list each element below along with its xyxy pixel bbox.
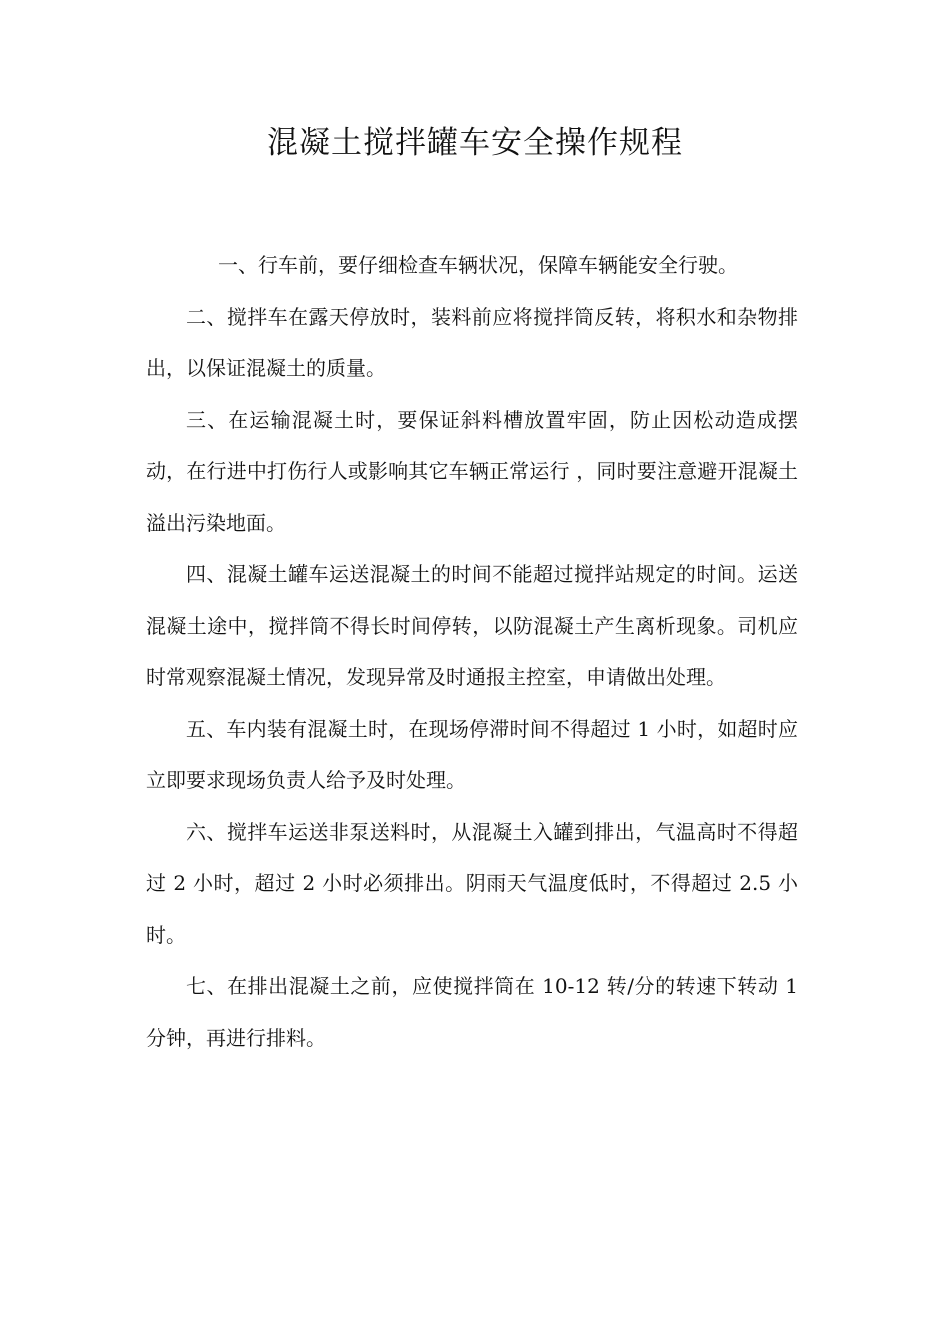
document-body xyxy=(146,240,798,1064)
paragraph-4: 四、混凝土罐车运送混凝土的时间不能超过搅拌站规定的时间。运送混凝土途中，搅拌筒不得长时间停转，以防混凝土产生离析现象。司机应时常观察混凝土情况，发现异常及时通报主控室，申请做出处理。 xyxy=(146,562,798,689)
document-title: 混凝土搅拌罐车安全操作规程 xyxy=(267,125,683,161)
paragraph-3: 三、在运输混凝土时，要保证斜料槽放置牢固，防止因松动造成摆动，在行进中打伤行人或影响其它车辆正常运行 ，同时要注意避开混凝土溢出污染地面。 xyxy=(146,407,798,535)
paragraph-2: 二、搅拌车在露天停放时，装料前应将搅拌筒反转，将积水和杂物排出，以保证混凝土的质量。 xyxy=(146,304,798,380)
paragraph-6: 六、搅拌车运送非泵送料时，从混凝土入罐到排出，气温高时不得超过 2 小时，超过 2 小时必须排出。阴雨天气温度低时，不得超过 2.5 小时。 xyxy=(146,819,798,947)
paragraph-5: 五、车内装有混凝土时，在现场停滞时间不得超过 1 小时，如超时应立即要求现场负责人给予及时处理。 xyxy=(146,716,798,792)
paragraph-7: 七、在排出混凝土之前，应使搅拌筒在 10-12 转/分的转速下转动 1 分钟，再进行排料。 xyxy=(146,974,798,1050)
paragraph-1: 一、行车前，要仔细检查车辆状况，保障车辆能安全行驶。 xyxy=(218,253,738,277)
